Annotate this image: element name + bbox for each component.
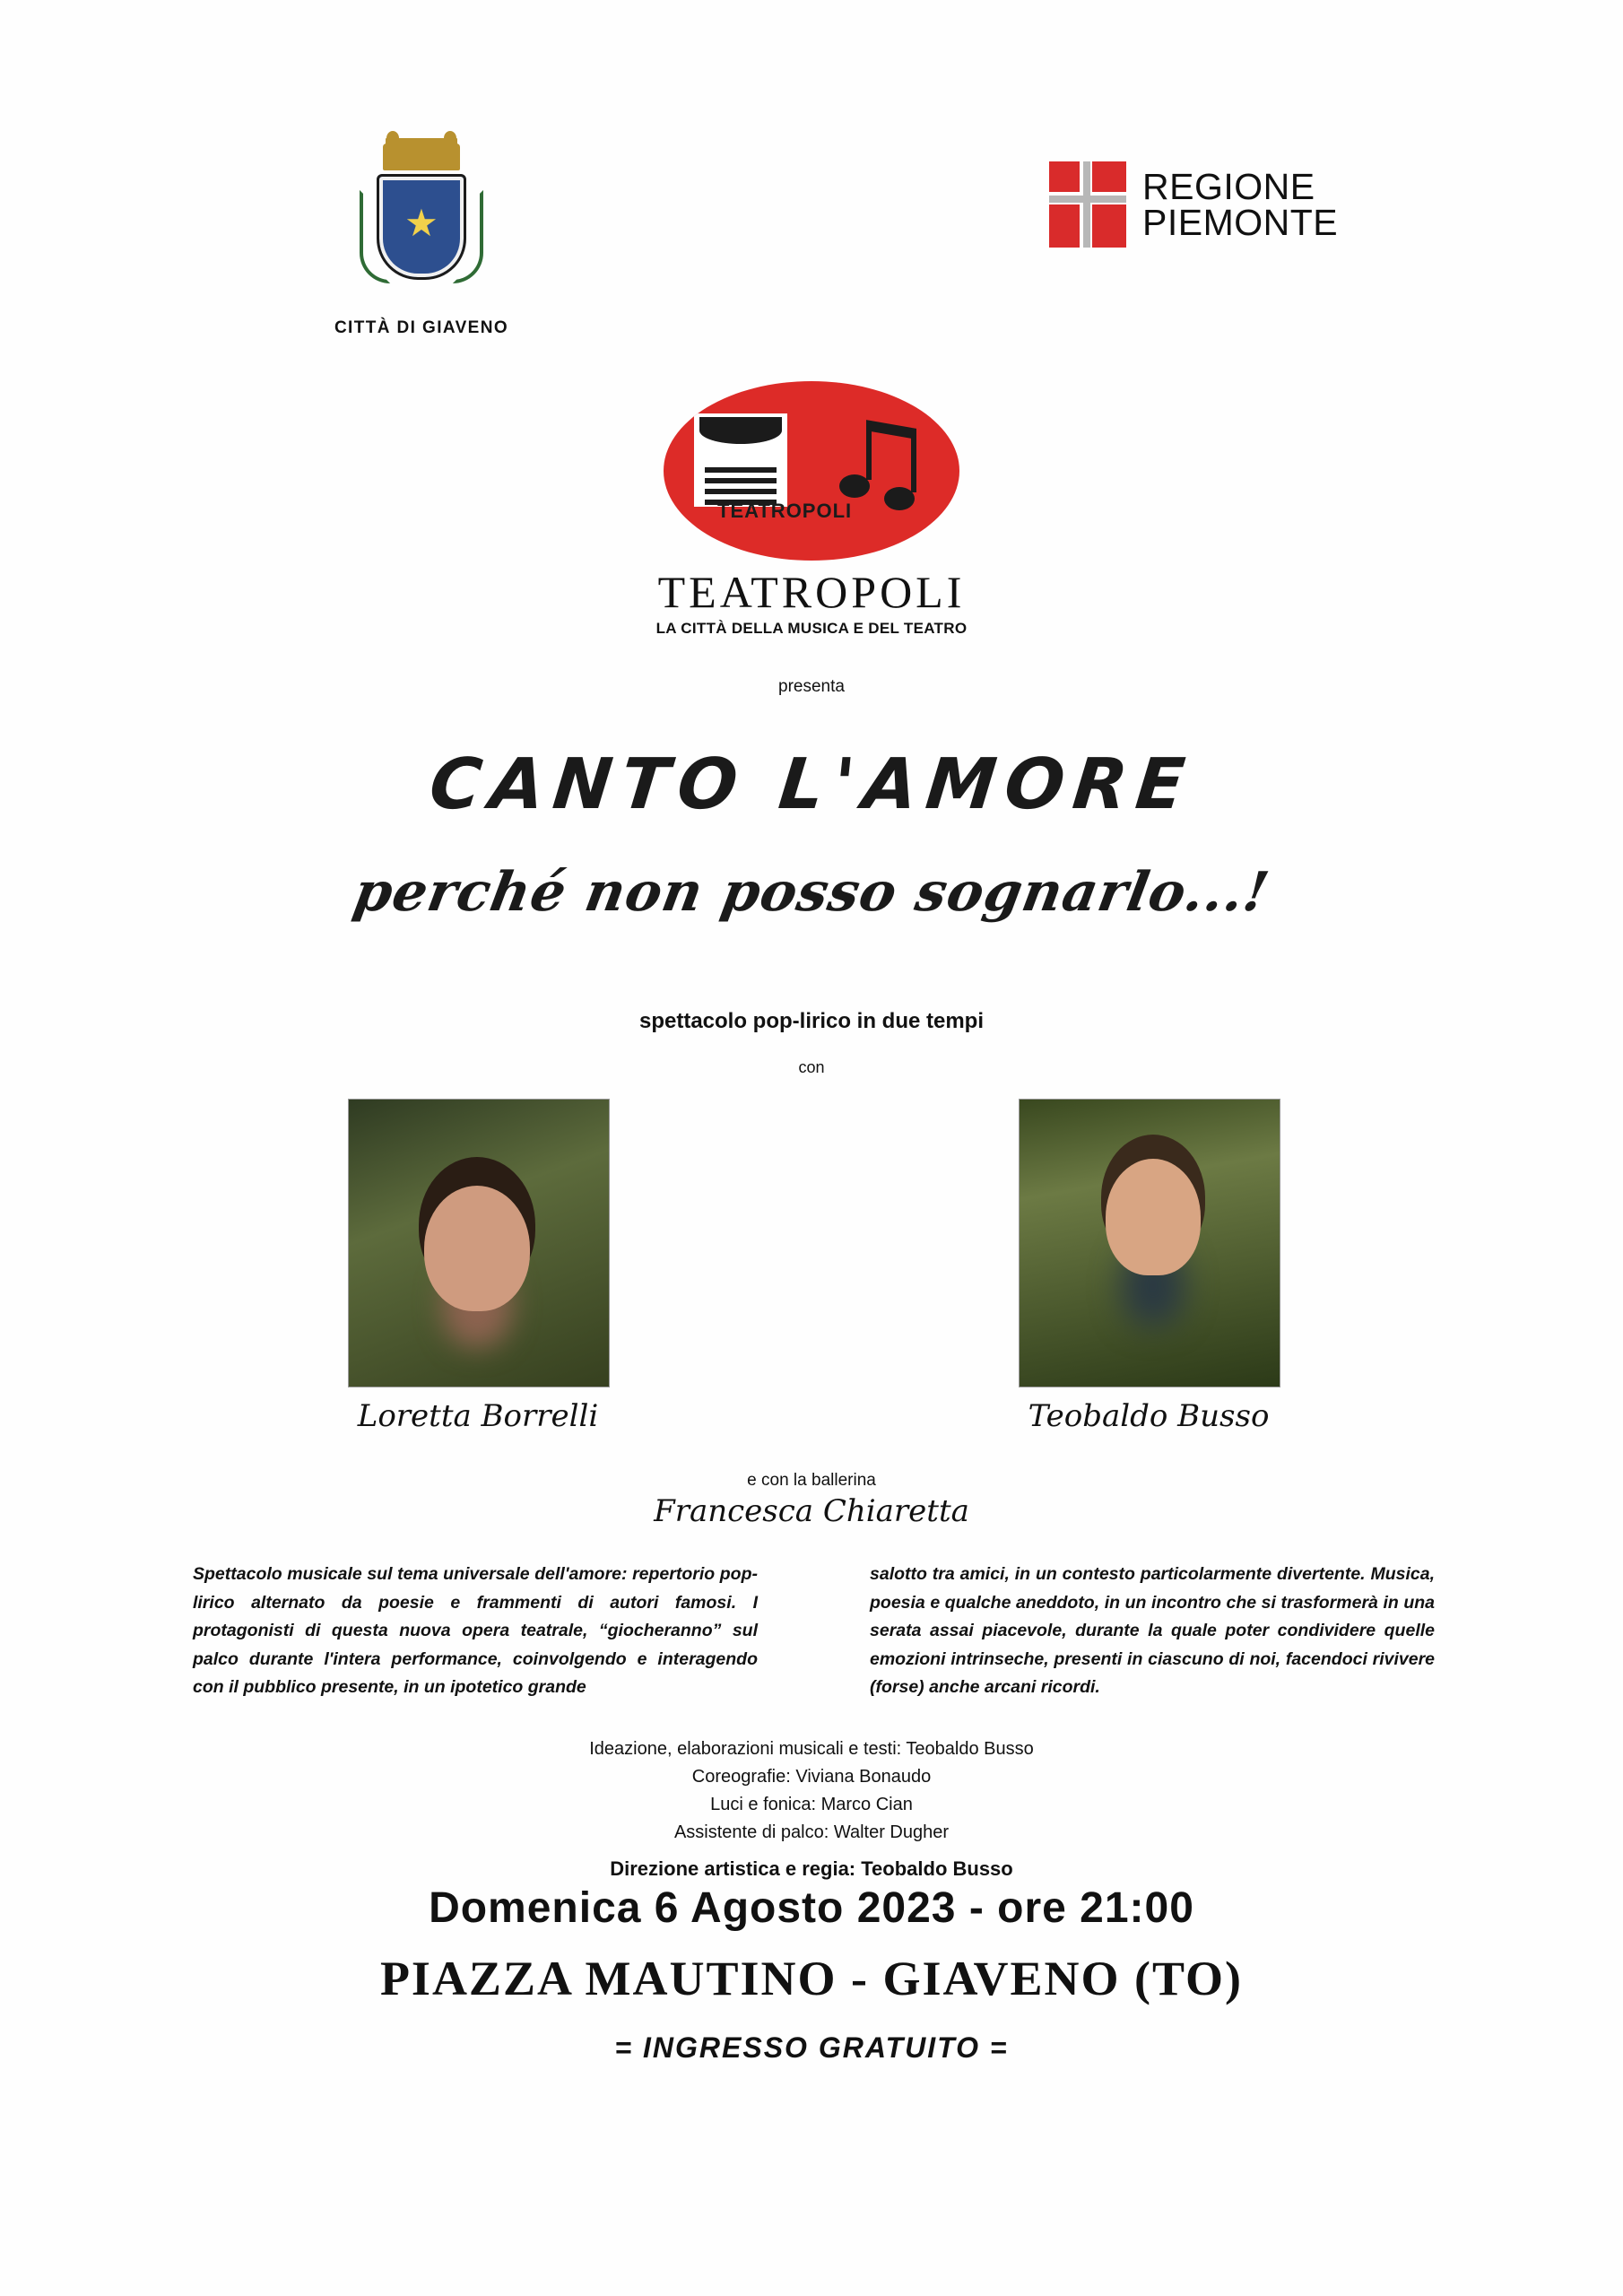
city-crest-icon [354, 144, 489, 309]
admission-note: = INGRESSO GRATUITO = [614, 2031, 1009, 2064]
credits-highlight: Direzione artistica e regia: Teobaldo Busso [610, 1857, 1013, 1880]
regione-piemonte-icon [1049, 161, 1126, 248]
city-logo-caption: CITTÀ DI GIAVENO [334, 318, 509, 337]
performer-name: Loretta Borrelli [357, 1398, 599, 1434]
note-beam-icon [866, 420, 916, 439]
teatropoli-logo-icon [664, 381, 959, 561]
poster-header [0, 135, 1623, 395]
credit-line: Luci e fonica: Marco Cian [710, 1795, 913, 1814]
music-note-icon-2 [884, 487, 915, 510]
credit-line: Coreografie: Viviana Bonaudo [691, 1767, 932, 1787]
credit-line: Ideazione, elaborazioni musicali e testi: Teobaldo Busso [589, 1739, 1034, 1759]
event-place: PIAZZA MAUTINO - GIAVENO (TO) [379, 1952, 1244, 2005]
organizer-tagline: LA CITTÀ DELLA MUSICA E DEL TEATRO [655, 620, 968, 637]
description-block [193, 1561, 1435, 1702]
organizer-name: TEATROPOLI [657, 567, 966, 617]
description-column-right: salotto tra amici, in un contesto particolarmente divertente. Musica, poesia e qualche aneddoto, in un incontro che si trasformerà in una serata assai piacevole, durante la quale poter condividere quelle emozioni intrinseche, presenti in ciascuno di noi, facendoci rivivere (forse) anche arcani ricordi. [870, 1564, 1435, 1698]
logo-square-2 [1092, 161, 1126, 192]
region-logo-block [1049, 161, 1338, 248]
performer-photo [348, 1099, 610, 1387]
show-genre: spettacolo pop-lirico in due tempi [638, 1009, 985, 1033]
show-title: CANTO L'AMORE [425, 744, 1198, 825]
logo-square-4 [1092, 204, 1126, 248]
region-logo-text [1142, 165, 1339, 243]
dancer-name: Francesca Chiaretta [654, 1493, 969, 1529]
logo-square-3 [1049, 204, 1080, 248]
description-column-left: Spettacolo musicale sul tema universale dell'amore: repertorio pop-lirico alternato da poesie e frammenti di autori famosi. I protagonisti di questa nuova opera teatrale, “giocheranno” sul palco durante l'intera performance, coinvolgendo e interagendo con il pubblico presente, in un ipotetico grande [193, 1564, 758, 1698]
presents-label: presenta [778, 677, 845, 696]
credits-block [0, 1735, 1623, 1881]
event-date: Domenica 6 Agosto 2023 - ore 21:00 [429, 1884, 1194, 1932]
star-icon: ★ [404, 202, 438, 244]
crown-icon [383, 144, 460, 170]
curtain-icon [699, 417, 782, 444]
organizer-logo-block [0, 381, 1623, 697]
logo-square-1 [1049, 161, 1080, 192]
show-subtitle: perché non posso sognarlo...! [349, 861, 1274, 924]
logo-bar-vertical [1083, 161, 1090, 248]
music-note-icon-1 [839, 474, 870, 498]
performer-photo [1019, 1099, 1280, 1387]
note-stem-1 [866, 424, 872, 480]
city-logo-block [296, 144, 547, 338]
performers-block [0, 1099, 1623, 1466]
note-stem-2 [911, 437, 916, 492]
logo-wordmark: TEATROPOLI [717, 500, 853, 522]
region-logo-line2: PIEMONTE [1142, 202, 1339, 243]
performer-card [1019, 1099, 1279, 1434]
dancer-label: e con la ballerina [747, 1471, 876, 1490]
performer-name: Teobaldo Busso [1028, 1398, 1270, 1434]
with-label: con [798, 1058, 825, 1076]
performer-card [348, 1099, 608, 1434]
region-logo-line1: REGIONE [1142, 165, 1315, 207]
credit-line: Assistente di palco: Walter Dugher [673, 1822, 950, 1842]
